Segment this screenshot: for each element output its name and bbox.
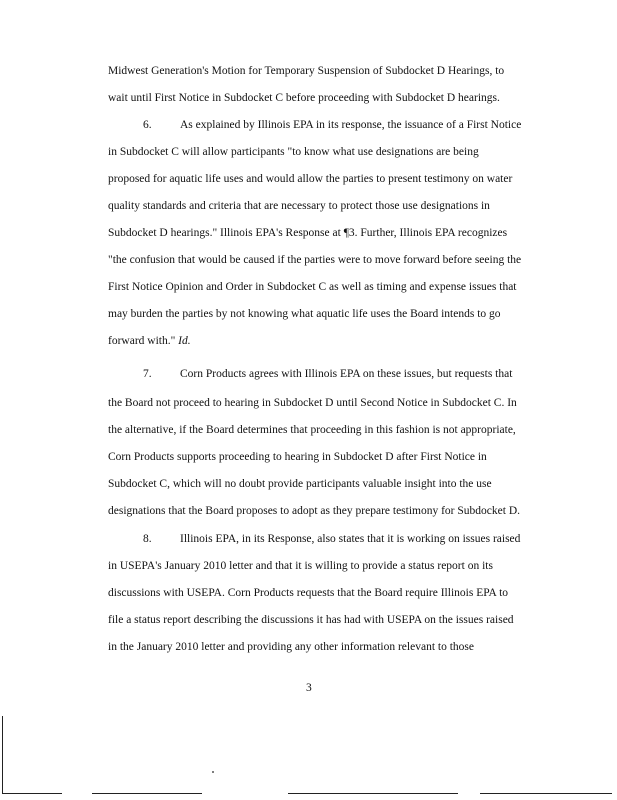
paragraph-number: 6. (143, 119, 152, 131)
scan-edge-mark (480, 793, 612, 794)
scan-edge-mark (2, 793, 62, 794)
text-line: in USEPA's January 2010 letter and that it is willing to provide a status report on its (108, 560, 493, 572)
text-line: "the confusion that would be caused if the parties were to move forward before seeing the (108, 254, 522, 266)
text-line: Subdocket D hearings." Illinois EPA's Response at ¶3. Further, Illinois EPA recognizes (108, 227, 508, 239)
scan-edge-mark (92, 793, 202, 794)
text-line: proposed for aquatic life uses and would allow the parties to present testimony on water (108, 173, 513, 185)
text-line: Midwest Generation's Motion for Temporary Suspension of Subdocket D Hearings, to (108, 65, 505, 77)
paragraph-text: Corn Products agrees with Illinois EPA on these issues, but requests that (180, 368, 513, 380)
text-line: Corn Products supports proceeding to hearing in Subdocket D after First Notice in (108, 451, 487, 463)
text-line: may burden the parties by not knowing what aquatic life uses the Board intends to go (108, 308, 501, 320)
text-fragment: forward with." (108, 335, 176, 347)
text-line: file a status report describing the discussions it has had with USEPA on the issues raised (108, 614, 514, 626)
text-line: designations that the Board proposes to adopt as they prepare testimony for Subdocket D. (108, 505, 520, 517)
paragraph-number: 8. (143, 533, 152, 545)
text-line: wait until First Notice in Subdocket C before proceeding with Subdocket D hearings. (108, 92, 500, 104)
text-line: Subdocket C, which will no doubt provide participants valuable insight into the use (108, 478, 492, 490)
text-line: discussions with USEPA. Corn Products requests that the Board require Illinois EPA to (108, 587, 509, 599)
paragraph-number: 7. (143, 368, 152, 380)
scan-speck (212, 771, 214, 773)
id-citation: Id. (178, 335, 191, 347)
text-line: the Board not proceed to hearing in Subdocket D until Second Notice in Subdocket C. In (108, 397, 517, 409)
scan-edge-mark (288, 793, 458, 794)
text-line: in the January 2010 letter and providing any other information relevant to those (108, 641, 474, 653)
page-number: 3 (306, 682, 312, 694)
text-line: First Notice Opinion and Order in Subdocket C as well as timing and expense issues that (108, 281, 517, 293)
scan-edge-mark (2, 716, 3, 794)
paragraph-text: Illinois EPA, in its Response, also states that it is working on issues raised (180, 533, 521, 545)
paragraph-text: As explained by Illinois EPA in its response, the issuance of a First Notice (180, 119, 522, 131)
text-line-with-citation (108, 334, 191, 348)
text-line: the alternative, if the Board determines that proceeding in this fashion is not appropriate, (108, 424, 516, 436)
text-line: in Subdocket C will allow participants "to know what use designations are being (108, 146, 479, 158)
text-line: quality standards and criteria that are necessary to protect those use designations in (108, 200, 490, 212)
